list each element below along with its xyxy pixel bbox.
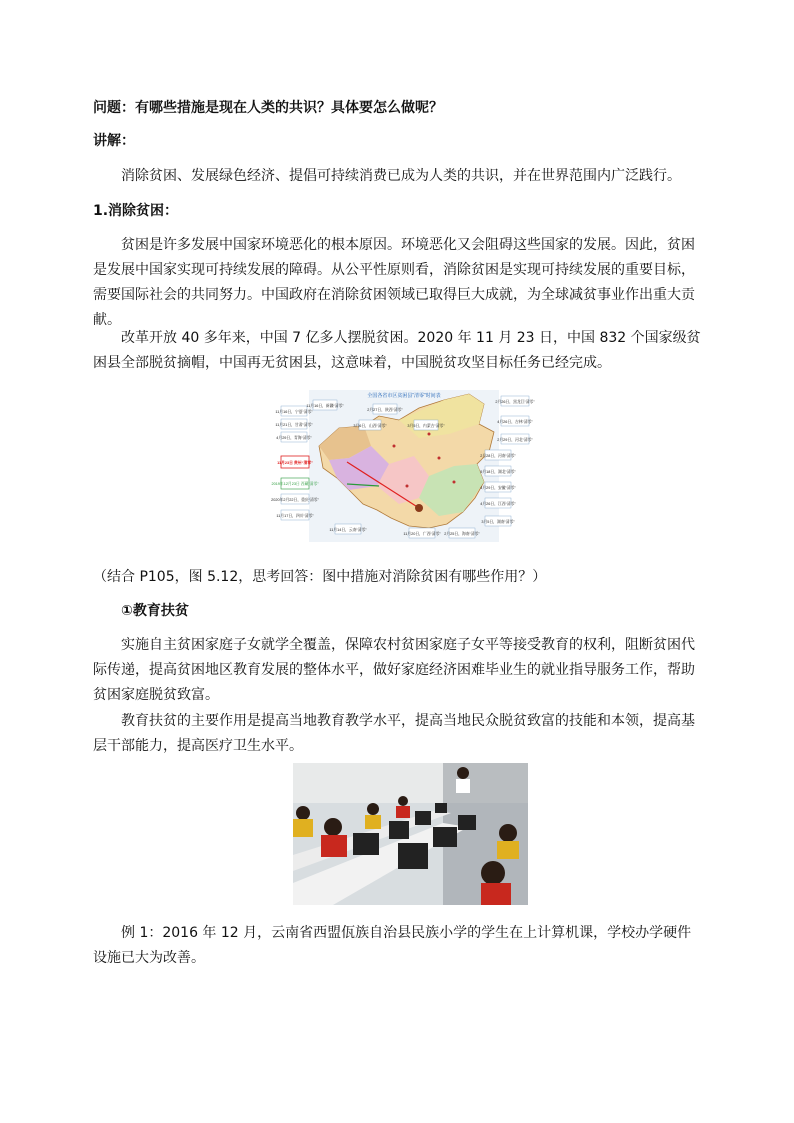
label-hunan: 3月5日，湖南“清零” [481, 520, 515, 524]
province-marker [438, 457, 441, 460]
explain-heading: 讲解： [93, 133, 135, 149]
label-shaanxi: 2月27日，陕西“清零” [367, 408, 403, 412]
poverty-paragraph: 贫困是许多发展中国家环境恶化的根本原因。环境恶化又会阻碍这些国家的发展。因此，贫困是发展中国家实现可持续发展的障碍。从公平性原则看，消除贫困是实现可持续发展的重要目标，需要国际社会的共同努力。中国政府在消除贫困领域已取得巨大成就，为全球减贫事业作出重大贡献。 [93, 237, 695, 328]
label-henan: 2月28日，河南“清零” [480, 454, 516, 458]
classroom-photo [293, 763, 528, 905]
label-guangxi: 11月20日，广西“清零” [403, 532, 441, 536]
label-yunnan: 11月14日，云南“清零” [329, 528, 367, 532]
label-guizhou-highlight: 11月23日 贵州“清零” [277, 461, 313, 465]
example-1-paragraph: 例 1：2016 年 12 月，云南省西盟佤族自治县民族小学的学生在上计算机课，学校办学硬件设施已大为改善。 [93, 925, 692, 966]
label-jiangxi: 4月26日，江西“清零” [480, 502, 516, 506]
province-marker [393, 445, 396, 448]
map-caption: （结合 P105，图 5.12，思考回答：图中措施对消除贫困有哪些作用？） [93, 569, 547, 585]
label-hebei: 2月29日，河北“清零” [497, 438, 533, 442]
reform-paragraph: 改革开放 40 多年来，中国 7 亿多人摆脱贫困。2020 年 11 月 23 日，中国 832 个国家级贫困县全部脱贫摘帽，中国再无贫困县，这意味着，中国脱贫攻坚目标任务已经完成。 [93, 330, 701, 371]
label-heilongjiang: 2月26日，黑龙江“清零” [495, 400, 535, 404]
subsection-education-title: ①教育扶贫 [121, 603, 189, 619]
education-role-paragraph: 教育扶贫的主要作用是提高当地教育教学水平，提高当地民众脱贫致富的技能和本领，提高基层干部能力，提高医疗卫生水平。 [93, 713, 695, 754]
label-tibet-highlight: 2019年12月23日 西藏“清零” [271, 482, 319, 486]
section-title-poverty: 1.消除贫困： [93, 203, 179, 219]
china-poverty-map [271, 386, 535, 546]
label-qinghai: 4月29日，青海“清零” [276, 436, 312, 440]
question-line: 问题：有哪些措施是现在人类的共识？具体要怎么做呢？ [93, 100, 443, 116]
map-title: 全国各省市区贫困县“清零”时间表 [367, 393, 441, 399]
intro-paragraph: 消除贫困、发展绿色经济、提倡可持续消费已成为人类的共识，并在世界范围内广泛践行。 [121, 168, 681, 184]
guizhou-marker [415, 504, 423, 512]
label-sichuan: 11月17日，四川“清零” [276, 514, 314, 518]
label-gansu: 11月21日，甘肃“清零” [275, 423, 313, 427]
province-marker [428, 433, 431, 436]
label-shanxi: 3月6日，山西“清零” [353, 424, 387, 428]
education-paragraph: 实施自主贫困家庭子女就学全覆盖，保障农村贫困家庭子女平等接受教育的权利，阻断贫困代际传递，提高贫困地区教育发展的整体水平，做好家庭经济困难毕业生的就业指导服务工作，帮助贫困家庭脱贫致富。 [93, 637, 695, 703]
label-hainan: 2月25日，海南“清零” [444, 532, 480, 536]
label-hubei: 5月18日，湖北“清零” [480, 470, 516, 474]
label-anhui: 4月29日，安徽“清零” [480, 486, 516, 490]
province-marker [453, 481, 456, 484]
classroom-illustration [293, 763, 528, 905]
label-xinjiang: 11月16日，新疆“清零” [306, 404, 344, 408]
label-jilin: 4月26日，吉林“清零” [497, 420, 533, 424]
poverty-map-figure [271, 386, 535, 546]
province-marker [406, 485, 409, 488]
label-ningxia: 11月16日，宁夏“清零” [275, 410, 313, 414]
label-neimenggu: 3月5日，内蒙古“清零” [407, 424, 445, 428]
label-chongqing: 2020年2月22日，重庆“清零” [271, 498, 319, 502]
